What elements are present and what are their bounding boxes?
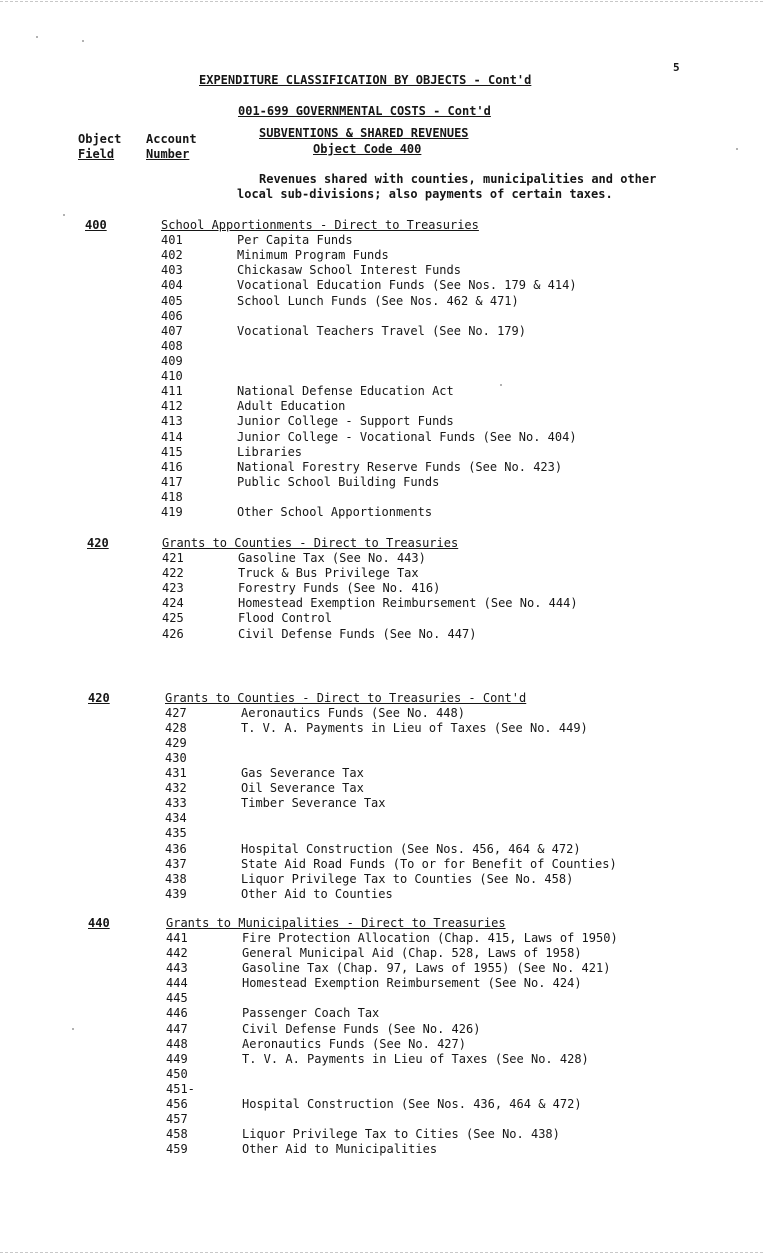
intro-line-2: local sub-divisions; also payments of certain taxes. — [237, 187, 613, 201]
account-description: Homestead Exemption Reimbursement (See No. 424) — [242, 976, 582, 991]
scan-speck — [736, 148, 738, 150]
account-description: Forestry Funds (See No. 416) — [238, 581, 441, 596]
object-field-code: 440 — [88, 916, 110, 930]
account-description: National Forestry Reserve Funds (See No. 423) — [237, 459, 563, 474]
account-description: Homestead Exemption Reimbursement (See No. 444) — [238, 596, 578, 611]
scan-speck — [63, 214, 65, 216]
page-title: EXPENDITURE CLASSIFICATION BY OBJECTS - Cont'd — [199, 73, 532, 87]
account-description: Minimum Program Funds — [237, 248, 389, 263]
account-description: Civil Defense Funds (See No. 426) — [242, 1021, 481, 1036]
account-number: 444 — [166, 976, 188, 991]
account-number: 449 — [166, 1051, 188, 1066]
account-description: Vocational Education Funds (See Nos. 179 & 414) — [237, 278, 577, 293]
column-header-account-number — [146, 132, 197, 162]
object-code-heading: Object Code 400 — [313, 142, 422, 156]
object-field-code: 400 — [85, 218, 107, 232]
account-description: Public School Building Funds — [237, 474, 440, 489]
page-top-edge — [0, 1, 763, 2]
account-description: Libraries — [237, 444, 303, 459]
account-description: Hospital Construction (See Nos. 436, 464 & 472) — [242, 1096, 582, 1111]
account-number: 447 — [166, 1021, 188, 1036]
scan-speck — [36, 36, 38, 38]
account-number: 413 — [161, 414, 183, 429]
account-number: 448 — [166, 1036, 188, 1051]
account-number: 431 — [165, 766, 187, 781]
account-number: 457 — [166, 1112, 188, 1126]
group-title: Grants to Counties - Direct to Treasuries — [162, 536, 459, 550]
column-header-account-label: Account — [146, 132, 197, 146]
account-number: 458 — [166, 1127, 188, 1141]
intro-line-1: Revenues shared with counties, municipalities and other — [259, 172, 657, 186]
account-number: 443 — [166, 961, 188, 976]
account-description: State Aid Road Funds (To or for Benefit of Counties) — [241, 856, 617, 871]
account-description: Per Capita Funds — [237, 233, 353, 247]
account-number: 406 — [161, 308, 183, 323]
account-number: 416 — [161, 459, 183, 474]
account-number: 435 — [165, 826, 187, 841]
account-number: 410 — [161, 369, 183, 384]
account-description: Aeronautics Funds (See No. 448) — [241, 706, 465, 720]
account-number: 438 — [165, 871, 187, 886]
account-number: 403 — [161, 263, 183, 278]
account-number: 429 — [165, 736, 187, 751]
account-number: 451- — [166, 1081, 195, 1096]
account-number: 415 — [161, 444, 183, 459]
account-number: 459 — [166, 1142, 188, 1157]
account-description: Liquor Privilege Tax to Counties (See No. 458) — [241, 871, 574, 886]
account-number: 439 — [165, 886, 187, 901]
account-number: 434 — [165, 811, 187, 826]
account-description: Adult Education — [237, 399, 346, 414]
account-description: Truck & Bus Privilege Tax — [238, 566, 419, 581]
account-number: 436 — [165, 841, 187, 856]
object-field-code: 420 — [87, 536, 109, 550]
account-description: Chickasaw School Interest Funds — [237, 263, 461, 278]
account-number: 423 — [162, 581, 184, 596]
account-description: Junior College - Support Funds — [237, 414, 454, 429]
column-header-object-label: Object — [78, 132, 122, 146]
account-description: Fire Protection Allocation (Chap. 415, Laws of 1950) — [242, 931, 618, 945]
account-number: 433 — [165, 796, 187, 811]
account-description: Gasoline Tax (See No. 443) — [238, 551, 426, 565]
account-number: 442 — [166, 946, 188, 961]
account-number: 450 — [166, 1066, 188, 1081]
account-description: Gasoline Tax (Chap. 97, Laws of 1955) (See No. 421) — [242, 961, 611, 976]
account-number: 409 — [161, 354, 183, 368]
account-description: Timber Severance Tax — [241, 796, 386, 811]
page-subtitle: 001-699 GOVERNMENTAL COSTS - Cont'd — [238, 104, 491, 118]
account-description: Oil Severance Tax — [241, 781, 364, 796]
account-number: 404 — [161, 278, 183, 293]
account-description: General Municipal Aid (Chap. 528, Laws of 1958) — [242, 946, 582, 961]
scan-speck — [82, 40, 84, 42]
account-description: Civil Defense Funds (See No. 447) — [238, 626, 477, 641]
account-number: 427 — [165, 706, 187, 720]
account-description: Liquor Privilege Tax to Cities (See No. 438) — [242, 1127, 560, 1141]
account-number: 414 — [161, 429, 183, 444]
account-number: 422 — [162, 566, 184, 581]
account-number: 425 — [162, 611, 184, 626]
account-description: Passenger Coach Tax — [242, 1006, 380, 1021]
page-bottom-edge — [0, 1252, 763, 1253]
account-description: Gas Severance Tax — [241, 766, 364, 781]
account-number: 419 — [161, 505, 183, 520]
group-title: Grants to Counties - Direct to Treasuries - Cont'd — [165, 691, 527, 705]
account-description: School Lunch Funds (See Nos. 462 & 471) — [237, 293, 519, 308]
account-number: 441 — [166, 931, 188, 945]
account-number: 421 — [162, 551, 184, 565]
column-header-object-field — [78, 132, 121, 162]
object-field-code: 420 — [88, 691, 110, 705]
account-description: Flood Control — [238, 611, 332, 626]
account-description: T. V. A. Payments in Lieu of Taxes (See No. 449) — [241, 721, 588, 735]
account-number: 408 — [161, 338, 183, 353]
account-description: Aeronautics Funds (See No. 427) — [242, 1036, 466, 1051]
group-title: School Apportionments - Direct to Treasuries — [161, 218, 479, 232]
account-number: 401 — [161, 233, 183, 247]
account-description: T. V. A. Payments in Lieu of Taxes (See No. 428) — [242, 1051, 589, 1066]
group-title: Grants to Municipalities - Direct to Treasuries — [166, 916, 506, 930]
page-number: 5 — [673, 61, 680, 74]
account-number: 446 — [166, 1006, 188, 1021]
account-number: 412 — [161, 399, 183, 414]
account-description: Junior College - Vocational Funds (See No. 404) — [237, 429, 577, 444]
account-description: Vocational Teachers Travel (See No. 179) — [237, 323, 526, 338]
section-heading: SUBVENTIONS & SHARED REVENUES — [259, 126, 469, 140]
account-number: 437 — [165, 856, 187, 871]
account-description: Other Aid to Municipalities — [242, 1142, 438, 1157]
account-number: 426 — [162, 626, 184, 641]
account-number: 405 — [161, 293, 183, 308]
account-description: Other School Apportionments — [237, 505, 433, 520]
account-number: 407 — [161, 323, 183, 338]
account-number: 432 — [165, 781, 187, 796]
account-number: 428 — [165, 721, 187, 735]
account-number: 411 — [161, 384, 183, 399]
account-description: Other Aid to Counties — [241, 886, 393, 901]
account-description: Hospital Construction (See Nos. 456, 464 & 472) — [241, 841, 581, 856]
account-number: 445 — [166, 991, 188, 1006]
account-number: 456 — [166, 1096, 188, 1111]
column-header-number-label: Number — [146, 147, 190, 161]
account-description: National Defense Education Act — [237, 384, 454, 399]
account-number: 424 — [162, 596, 184, 611]
account-number: 417 — [161, 474, 183, 489]
column-header-field-label: Field — [78, 147, 115, 161]
scan-speck — [72, 1028, 74, 1030]
scan-speck — [500, 384, 502, 386]
account-number: 430 — [165, 751, 187, 766]
account-number: 402 — [161, 248, 183, 263]
account-number: 418 — [161, 490, 183, 504]
